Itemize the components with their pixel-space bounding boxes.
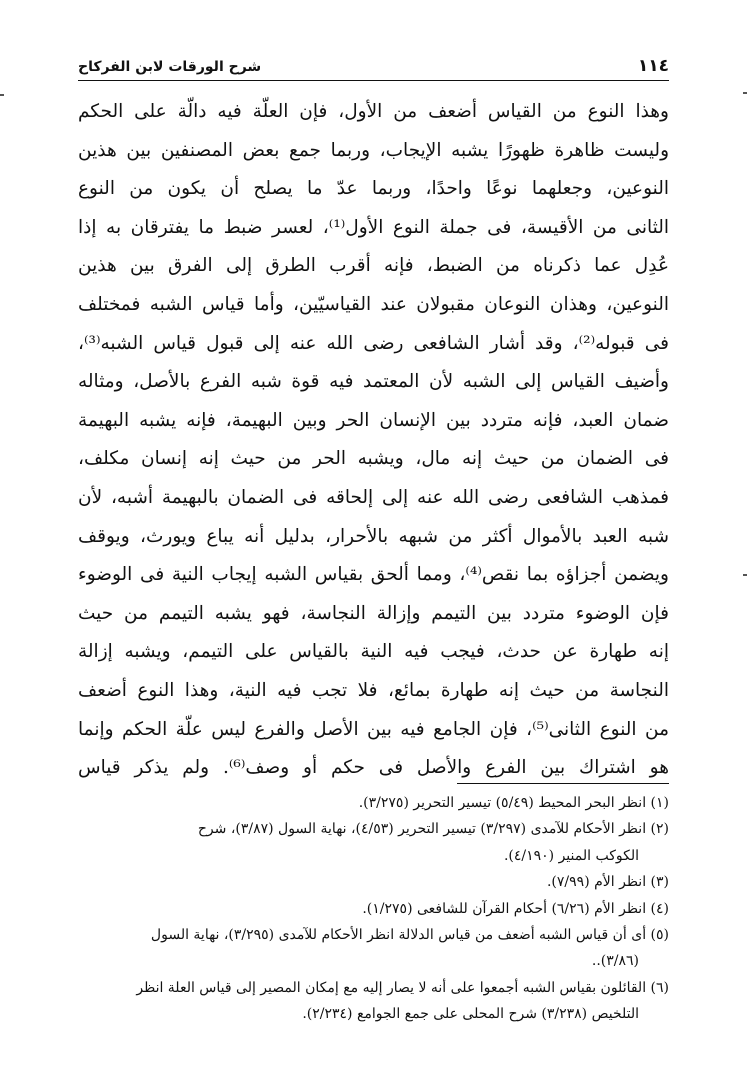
text-line: النجاسة من حيث إنه طهارة بمائع، فلا تجب فيه النية، وهذا النوع أضعف <box>78 679 669 701</box>
text-line: هو اشتراك بين الفرع والأصل فى حكم أو وصف⁽⁶⁾. ولم يذكر قياس <box>78 757 669 779</box>
text-line: النوعين، وهذان النوعان مقبولان عند القياسيّين، وأما قياس الشبه فمختلف <box>78 293 669 315</box>
footnote-text: (٦) القائلون بقياس الشبه أجمعوا على أنه لا يصار إليه مع إمكان المصير إلى قياس العلة انظر <box>136 979 669 996</box>
text-line: إنه طهارة عن حدث، فيجب فيه النية بالقياس على التيمم، ويشبه إزالة <box>78 641 669 663</box>
text-line: الثانى من الأقيسة، فى جملة النوع الأول⁽¹⁾، لعسر ضبط ما يفترقان به إذا <box>78 216 669 238</box>
text-line: من النوع الثانى⁽⁵⁾، فإن الجامع فيه بين الأصل والفرع ليس علّة الحكم وإنما <box>78 718 669 740</box>
footnote <box>78 869 669 895</box>
text-line: فى قبوله⁽²⁾، وقد أشار الشافعى رضى الله عنه إلى قبول قياس الشبه⁽³⁾، <box>78 332 669 354</box>
footnote <box>78 896 669 922</box>
text-line: وليست ظاهرة ظهورًا يشبه الإيجاب، وربما جمع بعض المصنفين بين هذين <box>78 139 669 161</box>
footnotes <box>78 790 669 1028</box>
scan-edge-mark <box>743 92 747 94</box>
text-line: عُدِل عما ذكرناه من الضبط، فإنه أقرب الطرق إلى الفرق بين هذين <box>78 255 669 277</box>
footnote-continuation: التلخيص (٣/٢٣٨) شرح المحلى على جمع الجوامع (٢/٢٣٤). <box>302 1006 639 1023</box>
footnote-continuation: (٣/٨٦).. <box>591 953 639 970</box>
footnote-text: (٢) انظر الأحكام للآمدى (٣/٢٩٧) تيسير التحرير (٤/٥٣)، نهاية السول (٣/٨٧)، شرح <box>197 821 669 838</box>
text-line: شبه العبد بالأموال أكثر من شبهه بالأحرار، بدليل أنه يباع ويورث، ويوقف <box>78 525 669 547</box>
text-line: فإن الوضوء متردد بين التيمم وإزالة النجاسة، فهو يشبه التيمم من حيث <box>78 602 669 624</box>
footnote-text: (٣) انظر الأم (٧/٩٩). <box>546 874 669 891</box>
footnote-text: (٥) أى أن قياس الشبه أضعف من قياس الدلالة انظر الأحكام للآمدى (٣/٢٩٥)، نهاية السول <box>150 927 669 944</box>
footnote <box>78 816 669 869</box>
text-line: فى الضمان من حيث إنه مال، ويشبه الحر من حيث إنه إنسان مكلف، <box>78 448 669 470</box>
scan-edge-mark <box>0 94 4 96</box>
footnote-separator <box>457 783 669 784</box>
text-line: فمذهب الشافعى رضى الله عنه إلى إلحاقه فى الضمان بالبهيمة أشبه، لأن <box>78 486 669 508</box>
book-title: شرح الورقات لابن الفركاح <box>78 59 262 75</box>
page-number: ١١٤ <box>637 56 669 76</box>
text-line: النوعين، وجعلهما نوعًا واحدًا، وربما عدّ ما يصلح أن يكون من النوع <box>78 178 669 200</box>
text-line: وهذا النوع من القياس أضعف من الأول، فإن العلّة فيه دالّة على الحكم <box>78 101 669 122</box>
text-line: وأضيف القياس إلى الشبه لأن المعتمد فيه قوة شبه الفرع بالأصل، ومثاله <box>78 371 669 393</box>
footnote <box>78 975 669 1028</box>
footnote <box>78 922 669 975</box>
footnote-text: (١) انظر البحر المحيط (٥/٤٩) تيسير التحرير (٣/٢٧٥). <box>358 795 669 811</box>
scan-edge-mark <box>743 574 747 576</box>
footnote <box>78 790 669 816</box>
text-line: ضمان العبد، فإنه متردد بين الإنسان الحر وبين البهيمة، فإنه يشبه البهيمة <box>78 409 669 431</box>
footnote-continuation: الكوكب المنير (٤/١٩٠). <box>503 847 639 864</box>
footnote-text: (٤) انظر الأم (٦/٢٦) أحكام القرآن للشافعى (١/٢٧٥). <box>362 900 669 917</box>
text-line: ويضمن أجزاؤه بما نقص⁽⁴⁾، ومما ألحق بقياس الشبه إيجاب النية فى الوضوء <box>78 564 669 586</box>
running-header <box>78 50 669 81</box>
main-text <box>78 93 669 788</box>
